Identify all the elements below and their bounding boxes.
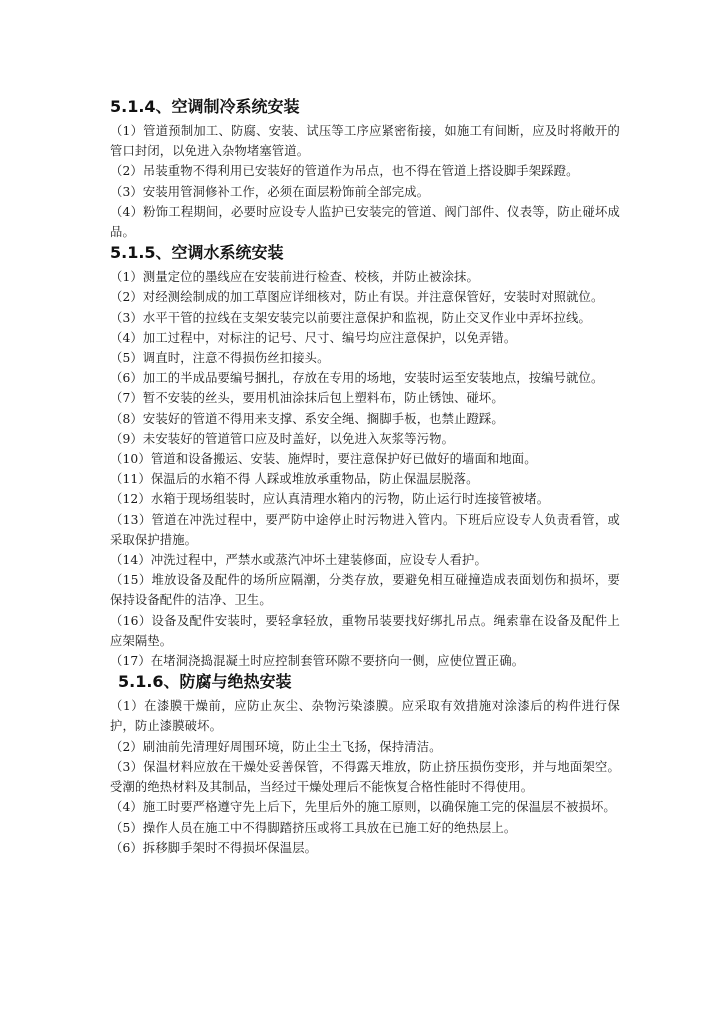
paragraph: （7）暂不安装的丝头，要用机油涂抹后包上塑料布，防止锈蚀、碰坏。 — [110, 391, 504, 406]
paragraph: （15）堆放设备及配件的场所应隔潮，分类存放，要避免相互碰撞造成表面划伤和损坏，要保持设备配件的洁净、卫生。 — [110, 573, 620, 608]
paragraph: （4）粉饰工程期间，必要时应设专人监护已安装完的管道、阀门部件、仪表等，防止碰坏成品。 — [110, 204, 620, 240]
paragraph: （1）在漆膜干燥前，应防止灰尘、杂物污染漆膜。应采取有效措施对涂漆后的构件进行保护，防止漆膜破坏。 — [110, 699, 620, 734]
paragraph: （4）加工过程中，对标注的记号、尺寸、编号均应注意保护，以免弄错。 — [110, 330, 517, 345]
paragraph: （11）保温后的水箱不得 人踩或堆放承重物品，防止保温层脱落。 — [110, 472, 479, 487]
paragraph: （14）冲洗过程中，严禁水或蒸汽冲坏土建装修面，应设专人看护。 — [110, 553, 487, 568]
paragraph: （1）管道预制加工、防腐、安装、试压等工序应紧密衔接，如施工有间断，应及时将敞开的管口封闭，以免进入杂物堵塞管道。 — [110, 124, 620, 159]
paragraph: （12）水箱于现场组装时，应认真清理水箱内的污物，防止运行时连接管被堵。 — [110, 492, 550, 507]
paragraph: （2）对经测绘制成的加工草图应详细核对，防止有误。并注意保管好，安装时对照就位。 — [110, 290, 604, 305]
paragraph: （3）水平干管的拉线在支架安装完以前要注意保护和监视，防止交叉作业中弄坏拉线。 — [110, 310, 591, 325]
paragraph: （2）刷油前先清理好周围环境，防止尘土飞扬，保持清洁。 — [110, 739, 442, 754]
paragraph: （17）在堵洞浇捣混凝土时应控制套管环隙不要挤向一侧，应使位置正确。 — [110, 654, 525, 669]
section-5-1-5 — [110, 242, 620, 671]
paragraph: （5）操作人员在施工中不得脚踏挤压或将工具放在已施工好的绝热层上。 — [110, 820, 517, 835]
section-heading: 5.1.4、空调制冷系统安装 — [110, 97, 300, 116]
paragraph: （10）管道和设备搬运、安装、施焊时，要注意保护好已做好的墙面和地面。 — [110, 452, 537, 467]
document-body — [110, 96, 620, 858]
paragraph: （3）安装用管洞修补工作，必须在面层粉饰前全部完成。 — [110, 184, 430, 199]
paragraph: （16）设备及配件安装时，要轻拿轻放，重物吊装要找好绑扎吊点。绳索靠在设备及配件上应架隔垫。 — [110, 613, 620, 648]
paragraph: （6）加工的半成品要编号捆扎，存放在专用的场地，安装时运至安装地点，按编号就位。 — [110, 371, 604, 386]
paragraph: （9）未安装好的管道管口应及时盖好，以免进入灰浆等污物。 — [110, 431, 455, 446]
paragraph: （4）施工时要严格遵守先上后下，先里后外的施工原则，以确保施工完的保温层不被损坏。 — [110, 800, 616, 815]
paragraph: （2）吊装重物不得利用已安装好的管道作为吊点，也不得在管道上搭设脚手架踩蹬。 — [110, 164, 579, 179]
paragraph: （6）拆移脚手架时不得损坏保温层。 — [110, 840, 318, 855]
section-heading: 5.1.5、空调水系统安装 — [110, 243, 284, 263]
paragraph: （3）保温材料应放在干燥处妥善保管，不得露天堆放，防止挤压损伤变形，并与地面架空。受潮的绝热材料及其制品，当经过干燥处理后不能恢复合格性能时不得使用。 — [110, 759, 620, 795]
section-5-1-4 — [110, 96, 620, 242]
section-heading: 5.1.6、防腐与绝热安装 — [118, 672, 292, 692]
section-5-1-6 — [110, 671, 620, 858]
paragraph: （5）调直时，注意不得损伤丝扣接头。 — [110, 351, 330, 366]
paragraph: （1）测量定位的墨线应在安装前进行检查、校核，并防止被涂抹。 — [110, 270, 479, 285]
paragraph: （8）安装好的管道不得用来支撑、系安全绳、搁脚手板，也禁止蹬踩。 — [110, 411, 504, 426]
paragraph: （13）管道在冲洗过程中，要严防中途停止时污物进入管内。下班后应设专人负责看管，或采取保护措施。 — [110, 512, 620, 547]
